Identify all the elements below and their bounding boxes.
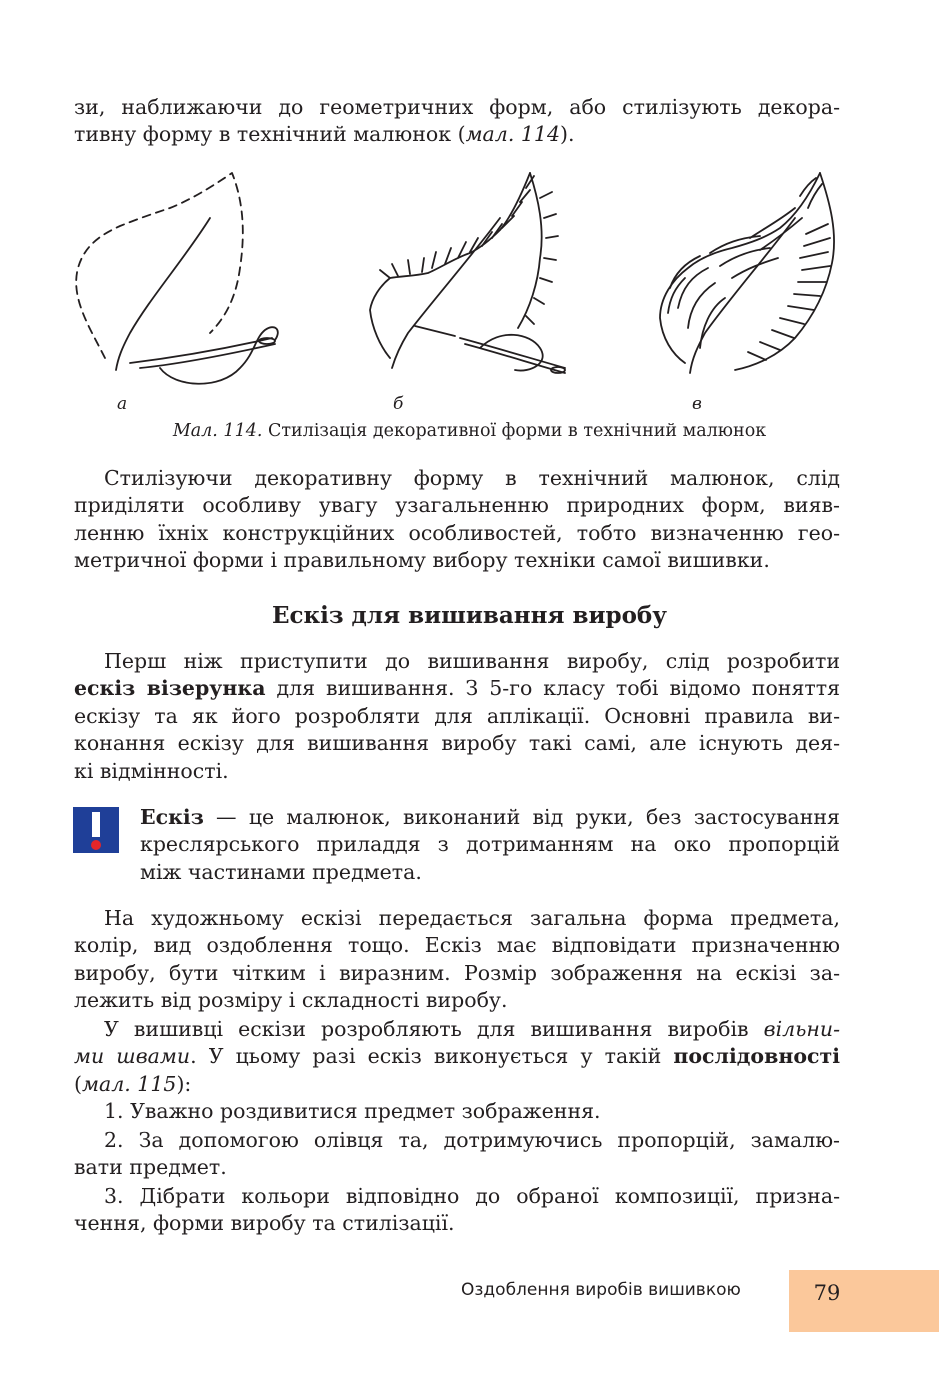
paragraph-sketch-intro bbox=[74, 648, 840, 785]
figure-letter-a: а bbox=[117, 394, 128, 414]
note-line-3: між частинами предмета. bbox=[140, 859, 422, 884]
term-sketch-pattern: ескіз візерунка bbox=[74, 676, 266, 701]
paragraph-sequence bbox=[74, 1016, 840, 1098]
p4-line-2: ми швами. У цьому разі ескіз виконується у такій послідовності bbox=[74, 1044, 840, 1069]
p2-line-2: ескіз візерунка для вишивання. З 5-го класу тобі відомо поняття bbox=[74, 676, 840, 701]
p3-line-2: колір, вид оздоблення тощо. Ескіз має відповідати призначенню bbox=[74, 933, 840, 958]
page-number-box bbox=[789, 1270, 939, 1332]
p3-line-4: лежить від розміру і складності виробу. bbox=[74, 988, 508, 1013]
step-2-line-1: 2. За допомогою олівця та, дотримуючись пропорцій, замалю- bbox=[104, 1128, 840, 1152]
p1-line-1: Стилізуючи декоративну форму в технічний малюнок, слід bbox=[104, 466, 840, 490]
exclamation-icon bbox=[73, 807, 119, 853]
paragraph-art-sketch bbox=[74, 905, 840, 1015]
list-item bbox=[74, 1098, 840, 1125]
figure-caption bbox=[0, 421, 939, 441]
figure-letter-v: в bbox=[692, 394, 702, 414]
term-sequence: послідовності bbox=[673, 1044, 840, 1069]
list-item bbox=[74, 1183, 840, 1238]
p2-line-4: конання ескізу для вишивання виробу такі самі, але існують дея- bbox=[74, 731, 840, 756]
leaf-v bbox=[660, 173, 834, 373]
p4-line-3: (мал. 115): bbox=[74, 1071, 192, 1096]
figure-114-illustration bbox=[60, 158, 880, 420]
intro-line-2: тивну форму в технічний малюнок (мал. 114). bbox=[74, 122, 575, 147]
p2-line-1: Перш ніж приступити до вишивання виробу, слід розробити bbox=[104, 649, 840, 673]
step-3-line-1: 3. Дібрати кольори відповідно до обраної композиції, призна- bbox=[104, 1184, 840, 1208]
p3-line-1: На художньому ескізі передається загальна форма предмета, bbox=[104, 906, 840, 930]
caption-text: Стилізація декоративної форми в технічний малюнок bbox=[267, 421, 767, 441]
note-line-2: креслярського приладдя з дотриманням на око пропорцій bbox=[140, 832, 840, 857]
note-line-1: Ескіз — це малюнок, виконаний від руки, без застосування bbox=[140, 805, 840, 829]
p2-line-5: кі відмінності. bbox=[74, 758, 229, 783]
p1-line-4: метричної форми і правильному вибору техніки самої вишивки. bbox=[74, 548, 770, 573]
intro-paragraph bbox=[74, 94, 840, 149]
running-footer-section: Оздоблення виробів вишивкою bbox=[461, 1280, 741, 1300]
section-heading: Ескіз для вишивання виробу bbox=[271, 602, 667, 629]
p1-line-3: ленню їхніх конструкційних особливостей, тобто визначенню гео- bbox=[74, 520, 840, 545]
p2-line-3: ескізу та як його розробляти для аплікації. Основні правила ви- bbox=[74, 703, 840, 728]
page-number: 79 bbox=[813, 1281, 841, 1305]
p4-line-1: У вишивці ескізи розробляють для вишивання виробів вільни- bbox=[104, 1017, 840, 1041]
step-1-line-1: 1. Уважно роздивитися предмет зображення. bbox=[104, 1099, 601, 1123]
list-item bbox=[74, 1127, 840, 1182]
figure-letter-b: б bbox=[393, 394, 404, 414]
p1-line-2: приділяти особливу увагу узагальненню природних форм, вияв- bbox=[74, 493, 840, 518]
note-term: Ескіз bbox=[140, 805, 204, 829]
definition-note bbox=[140, 804, 840, 886]
leaf-b bbox=[370, 173, 565, 373]
step-2-line-2: вати предмет. bbox=[74, 1155, 227, 1180]
paragraph-stylization bbox=[74, 465, 840, 575]
figure-ref-115: мал. 115 bbox=[82, 1071, 177, 1096]
step-3-line-2: чення, форми виробу та стилізації. bbox=[74, 1211, 455, 1236]
caption-prefix: Мал. 114. bbox=[172, 421, 263, 441]
intro-line-1: зи, наближаючи до геометричних форм, або стилізують декора- bbox=[74, 95, 840, 119]
leaf-a bbox=[76, 173, 278, 384]
figure-ref: мал. 114 bbox=[465, 122, 560, 147]
p3-line-3: виробу, бути чітким і виразним. Розмір зображення на ескізі за- bbox=[74, 960, 840, 985]
